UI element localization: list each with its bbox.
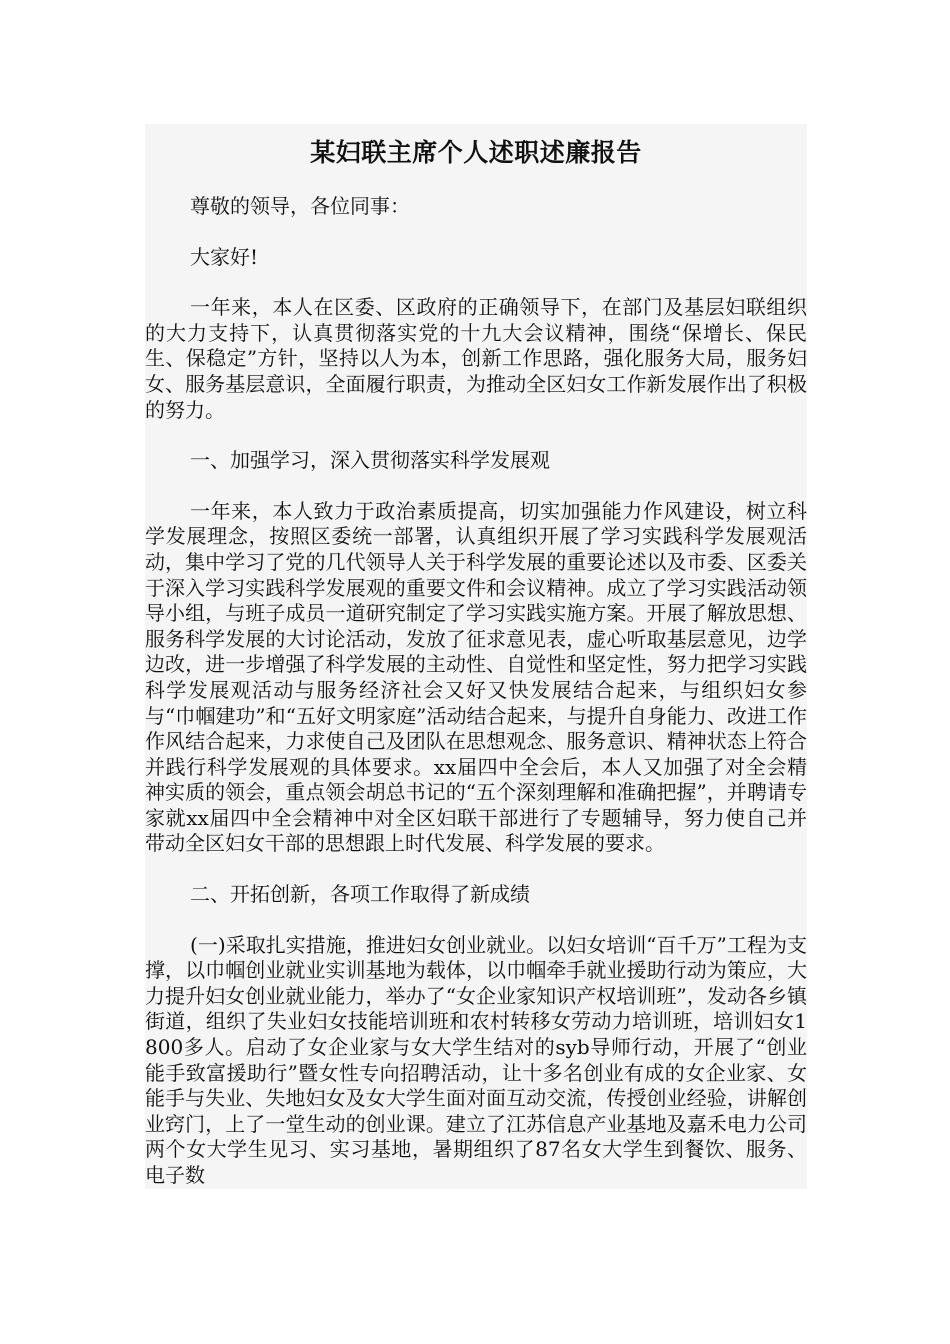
paragraph-gap [145, 474, 807, 499]
paragraph-gap [145, 270, 807, 295]
paragraph-gap [145, 908, 807, 933]
section-1-paragraph: 一年来，本人致力于政治素质提高，切实加强能力作风建设，树立科学发展理念，按照区委统一部署，认真组织开展了学习实践科学发展观活动，集中学习了党的几代领导人关于科学发展的重要论述以及市委、区委关于深入学习实践科学发展观的重要文件和会议精神。成立了学习实践活动领导小组，与班子成员一道研究制定了学习实践实施方案。开展了解放思想、服务科学发展的大讨论活动，发放了征求意见表，虚心听取基层意见，边学边改，进一步增强了科学发展的主动性、自觉性和坚定性，努力把学习实践科学发展观活动与服务经济社会又好又快发展结合起来，与组织妇女参与“巾帼建功”和“五好文明家庭”活动结合起来，与提升自身能力、改进工作作风结合起来，力求使自己及团队在思想观念、服务意识、精神状态上符合并践行科学发展观的具体要求。xx届四中全会后，本人又加强了对全会精神实质的领会，重点领会胡总书记的“五个深刻理解和准确把握”，并聘请专家就xx届四中全会精神中对全区妇联干部进行了专题辅导，努力使自己并带动全区妇女干部的思想跟上时代发展、科学发展的要求。 [145, 498, 807, 856]
document-title: 某妇联主席个人述职述廉报告 [310, 138, 642, 167]
paragraph-gap [145, 423, 807, 448]
section-1-heading: 一、加强学习，深入贯彻落实科学发展观 [190, 448, 550, 473]
greeting: 大家好! [190, 244, 259, 269]
section-2-paragraph: (一)采取扎实措施，推进妇女创业就业。以妇女培训“百千万”工程为支撑，以巾帼创业就业实训基地为载体，以巾帼牵手就业援助行动为策应，大力提升妇女创业就业能力，举办了“女企业家知识产权培训班”，发动各乡镇街道，组织了失业妇女技能培训班和农村转移女劳动力培训班，培训妇女1800多人。启动了女企业家与女大学生结对的syb导师行动，开展了“创业能手致富援助行”暨女性专向招聘活动，让十多名创业有成的女企业家、女能手与失业、失地妇女及女大学生面对面互动交流，传授创业经验，讲解创业窍门，上了一堂生动的创业课。建立了江苏信息产业基地及嘉禾电力公司两个女大学生见习、实习基地，暑期组织了87名女大学生到餐饮、服务、电子数 [145, 932, 807, 1187]
salutation: 尊敬的领导，各位同事： [190, 194, 410, 218]
section-2-heading: 二、开拓创新，各项工作取得了新成绩 [190, 882, 530, 907]
document-body [145, 124, 807, 1189]
paragraph-gap [145, 220, 807, 245]
intro-paragraph: 一年来，本人在区委、区政府的正确领导下，在部门及基层妇联组织的大力支持下，认真贯彻落实党的十九大会议精神，围绕“保增长、保民生、保稳定”方针，坚持以人为本，创新工作思路，强化服务大局，服务妇女、服务基层意识，全面履行职责，为推动全区妇女工作新发展作出了积极的努力。 [145, 295, 807, 422]
paragraph-gap [145, 857, 807, 882]
